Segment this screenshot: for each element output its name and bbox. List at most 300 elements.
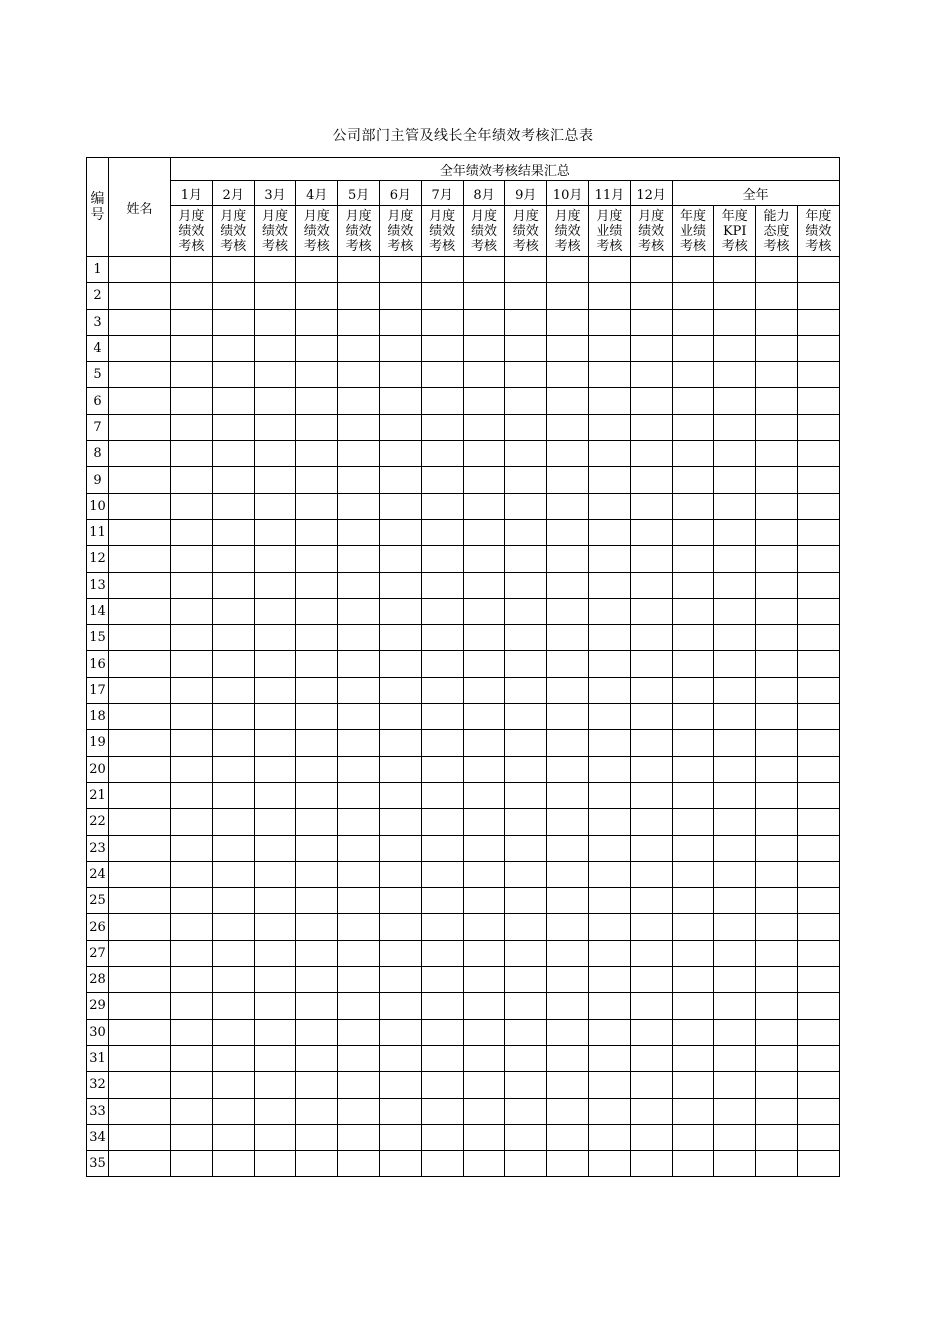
score-cell[interactable] <box>296 914 338 940</box>
score-cell[interactable] <box>797 283 839 309</box>
score-cell[interactable] <box>379 257 421 283</box>
score-cell[interactable] <box>547 309 589 335</box>
score-cell[interactable] <box>630 1151 672 1177</box>
score-cell[interactable] <box>254 335 296 361</box>
score-cell[interactable] <box>212 493 254 519</box>
score-cell[interactable] <box>588 1019 630 1045</box>
score-cell[interactable] <box>421 441 463 467</box>
score-cell[interactable] <box>212 441 254 467</box>
score-cell[interactable] <box>254 414 296 440</box>
score-cell[interactable] <box>379 914 421 940</box>
score-cell[interactable] <box>463 677 505 703</box>
score-cell[interactable] <box>714 914 756 940</box>
score-cell[interactable] <box>630 1098 672 1124</box>
score-cell[interactable] <box>463 493 505 519</box>
score-cell[interactable] <box>547 441 589 467</box>
score-cell[interactable] <box>212 572 254 598</box>
score-cell[interactable] <box>463 1045 505 1071</box>
score-cell[interactable] <box>588 467 630 493</box>
score-cell[interactable] <box>672 1019 714 1045</box>
score-cell[interactable] <box>714 782 756 808</box>
score-cell[interactable] <box>338 1098 380 1124</box>
score-cell[interactable] <box>588 782 630 808</box>
score-cell[interactable] <box>797 809 839 835</box>
score-cell[interactable] <box>171 993 213 1019</box>
score-cell[interactable] <box>379 519 421 545</box>
score-cell[interactable] <box>588 809 630 835</box>
score-cell[interactable] <box>171 362 213 388</box>
score-cell[interactable] <box>756 940 798 966</box>
score-cell[interactable] <box>714 1045 756 1071</box>
score-cell[interactable] <box>756 1019 798 1045</box>
score-cell[interactable] <box>254 1151 296 1177</box>
score-cell[interactable] <box>212 335 254 361</box>
score-cell[interactable] <box>756 1098 798 1124</box>
score-cell[interactable] <box>672 993 714 1019</box>
score-cell[interactable] <box>588 888 630 914</box>
score-cell[interactable] <box>379 572 421 598</box>
score-cell[interactable] <box>296 782 338 808</box>
score-cell[interactable] <box>463 572 505 598</box>
score-cell[interactable] <box>379 940 421 966</box>
score-cell[interactable] <box>171 309 213 335</box>
score-cell[interactable] <box>672 572 714 598</box>
score-cell[interactable] <box>547 861 589 887</box>
score-cell[interactable] <box>672 441 714 467</box>
score-cell[interactable] <box>212 809 254 835</box>
score-cell[interactable] <box>756 1045 798 1071</box>
score-cell[interactable] <box>672 519 714 545</box>
score-cell[interactable] <box>421 572 463 598</box>
score-cell[interactable] <box>588 572 630 598</box>
score-cell[interactable] <box>338 414 380 440</box>
name-cell[interactable] <box>109 362 171 388</box>
score-cell[interactable] <box>756 388 798 414</box>
score-cell[interactable] <box>547 414 589 440</box>
score-cell[interactable] <box>212 677 254 703</box>
score-cell[interactable] <box>296 598 338 624</box>
score-cell[interactable] <box>797 309 839 335</box>
score-cell[interactable] <box>421 967 463 993</box>
score-cell[interactable] <box>756 967 798 993</box>
score-cell[interactable] <box>421 309 463 335</box>
score-cell[interactable] <box>588 625 630 651</box>
score-cell[interactable] <box>714 1072 756 1098</box>
score-cell[interactable] <box>171 257 213 283</box>
score-cell[interactable] <box>338 782 380 808</box>
score-cell[interactable] <box>588 756 630 782</box>
score-cell[interactable] <box>338 283 380 309</box>
score-cell[interactable] <box>505 914 547 940</box>
score-cell[interactable] <box>714 756 756 782</box>
score-cell[interactable] <box>547 1045 589 1071</box>
score-cell[interactable] <box>505 861 547 887</box>
score-cell[interactable] <box>714 625 756 651</box>
score-cell[interactable] <box>254 730 296 756</box>
score-cell[interactable] <box>463 546 505 572</box>
score-cell[interactable] <box>379 704 421 730</box>
score-cell[interactable] <box>338 362 380 388</box>
score-cell[interactable] <box>421 257 463 283</box>
score-cell[interactable] <box>463 835 505 861</box>
score-cell[interactable] <box>756 730 798 756</box>
score-cell[interactable] <box>547 914 589 940</box>
score-cell[interactable] <box>630 414 672 440</box>
score-cell[interactable] <box>379 546 421 572</box>
score-cell[interactable] <box>171 388 213 414</box>
score-cell[interactable] <box>171 730 213 756</box>
name-cell[interactable] <box>109 914 171 940</box>
score-cell[interactable] <box>797 756 839 782</box>
score-cell[interactable] <box>338 1045 380 1071</box>
score-cell[interactable] <box>171 835 213 861</box>
score-cell[interactable] <box>212 940 254 966</box>
score-cell[interactable] <box>171 1045 213 1071</box>
score-cell[interactable] <box>379 756 421 782</box>
score-cell[interactable] <box>296 704 338 730</box>
name-cell[interactable] <box>109 861 171 887</box>
score-cell[interactable] <box>212 756 254 782</box>
score-cell[interactable] <box>296 1045 338 1071</box>
name-cell[interactable] <box>109 730 171 756</box>
score-cell[interactable] <box>547 388 589 414</box>
score-cell[interactable] <box>630 888 672 914</box>
score-cell[interactable] <box>379 414 421 440</box>
score-cell[interactable] <box>756 598 798 624</box>
score-cell[interactable] <box>171 940 213 966</box>
score-cell[interactable] <box>630 782 672 808</box>
score-cell[interactable] <box>505 1019 547 1045</box>
score-cell[interactable] <box>588 993 630 1019</box>
score-cell[interactable] <box>756 283 798 309</box>
score-cell[interactable] <box>338 861 380 887</box>
score-cell[interactable] <box>547 993 589 1019</box>
score-cell[interactable] <box>672 257 714 283</box>
score-cell[interactable] <box>421 362 463 388</box>
score-cell[interactable] <box>505 730 547 756</box>
score-cell[interactable] <box>588 257 630 283</box>
score-cell[interactable] <box>296 362 338 388</box>
name-cell[interactable] <box>109 572 171 598</box>
score-cell[interactable] <box>171 546 213 572</box>
score-cell[interactable] <box>797 1151 839 1177</box>
score-cell[interactable] <box>296 1098 338 1124</box>
score-cell[interactable] <box>714 362 756 388</box>
score-cell[interactable] <box>714 651 756 677</box>
score-cell[interactable] <box>171 967 213 993</box>
score-cell[interactable] <box>756 809 798 835</box>
score-cell[interactable] <box>338 441 380 467</box>
score-cell[interactable] <box>212 1019 254 1045</box>
score-cell[interactable] <box>714 335 756 361</box>
score-cell[interactable] <box>254 940 296 966</box>
score-cell[interactable] <box>171 283 213 309</box>
score-cell[interactable] <box>588 861 630 887</box>
score-cell[interactable] <box>379 335 421 361</box>
score-cell[interactable] <box>421 1019 463 1045</box>
score-cell[interactable] <box>588 519 630 545</box>
score-cell[interactable] <box>338 309 380 335</box>
name-cell[interactable] <box>109 651 171 677</box>
score-cell[interactable] <box>212 257 254 283</box>
score-cell[interactable] <box>714 1124 756 1150</box>
score-cell[interactable] <box>547 940 589 966</box>
score-cell[interactable] <box>254 493 296 519</box>
score-cell[interactable] <box>547 1124 589 1150</box>
score-cell[interactable] <box>379 1072 421 1098</box>
score-cell[interactable] <box>212 388 254 414</box>
score-cell[interactable] <box>756 782 798 808</box>
name-cell[interactable] <box>109 257 171 283</box>
score-cell[interactable] <box>379 888 421 914</box>
score-cell[interactable] <box>797 335 839 361</box>
score-cell[interactable] <box>296 756 338 782</box>
score-cell[interactable] <box>171 861 213 887</box>
score-cell[interactable] <box>547 809 589 835</box>
score-cell[interactable] <box>463 1124 505 1150</box>
score-cell[interactable] <box>797 993 839 1019</box>
score-cell[interactable] <box>421 756 463 782</box>
score-cell[interactable] <box>379 1045 421 1071</box>
score-cell[interactable] <box>254 835 296 861</box>
score-cell[interactable] <box>672 1072 714 1098</box>
score-cell[interactable] <box>630 283 672 309</box>
score-cell[interactable] <box>588 1151 630 1177</box>
score-cell[interactable] <box>797 362 839 388</box>
score-cell[interactable] <box>756 1124 798 1150</box>
score-cell[interactable] <box>338 546 380 572</box>
score-cell[interactable] <box>254 1072 296 1098</box>
score-cell[interactable] <box>505 1098 547 1124</box>
score-cell[interactable] <box>630 1019 672 1045</box>
score-cell[interactable] <box>421 730 463 756</box>
score-cell[interactable] <box>296 283 338 309</box>
score-cell[interactable] <box>463 388 505 414</box>
score-cell[interactable] <box>421 625 463 651</box>
score-cell[interactable] <box>714 967 756 993</box>
name-cell[interactable] <box>109 993 171 1019</box>
score-cell[interactable] <box>296 730 338 756</box>
name-cell[interactable] <box>109 1045 171 1071</box>
name-cell[interactable] <box>109 888 171 914</box>
name-cell[interactable] <box>109 546 171 572</box>
score-cell[interactable] <box>505 756 547 782</box>
score-cell[interactable] <box>630 598 672 624</box>
score-cell[interactable] <box>756 993 798 1019</box>
score-cell[interactable] <box>212 414 254 440</box>
name-cell[interactable] <box>109 1019 171 1045</box>
score-cell[interactable] <box>505 1151 547 1177</box>
score-cell[interactable] <box>756 309 798 335</box>
score-cell[interactable] <box>463 467 505 493</box>
score-cell[interactable] <box>171 519 213 545</box>
score-cell[interactable] <box>630 967 672 993</box>
score-cell[interactable] <box>171 914 213 940</box>
score-cell[interactable] <box>547 493 589 519</box>
score-cell[interactable] <box>421 835 463 861</box>
score-cell[interactable] <box>672 782 714 808</box>
score-cell[interactable] <box>254 467 296 493</box>
name-cell[interactable] <box>109 835 171 861</box>
score-cell[interactable] <box>171 598 213 624</box>
score-cell[interactable] <box>171 704 213 730</box>
score-cell[interactable] <box>672 914 714 940</box>
score-cell[interactable] <box>463 1019 505 1045</box>
score-cell[interactable] <box>630 756 672 782</box>
score-cell[interactable] <box>421 993 463 1019</box>
score-cell[interactable] <box>379 967 421 993</box>
score-cell[interactable] <box>756 493 798 519</box>
score-cell[interactable] <box>714 598 756 624</box>
score-cell[interactable] <box>379 598 421 624</box>
score-cell[interactable] <box>254 546 296 572</box>
score-cell[interactable] <box>630 441 672 467</box>
score-cell[interactable] <box>463 993 505 1019</box>
score-cell[interactable] <box>672 467 714 493</box>
score-cell[interactable] <box>630 1045 672 1071</box>
score-cell[interactable] <box>338 677 380 703</box>
score-cell[interactable] <box>379 993 421 1019</box>
score-cell[interactable] <box>588 546 630 572</box>
score-cell[interactable] <box>505 283 547 309</box>
score-cell[interactable] <box>338 914 380 940</box>
score-cell[interactable] <box>379 283 421 309</box>
name-cell[interactable] <box>109 1098 171 1124</box>
score-cell[interactable] <box>463 651 505 677</box>
name-cell[interactable] <box>109 598 171 624</box>
score-cell[interactable] <box>421 388 463 414</box>
name-cell[interactable] <box>109 940 171 966</box>
score-cell[interactable] <box>505 572 547 598</box>
score-cell[interactable] <box>212 1151 254 1177</box>
score-cell[interactable] <box>379 1019 421 1045</box>
score-cell[interactable] <box>212 546 254 572</box>
name-cell[interactable] <box>109 967 171 993</box>
score-cell[interactable] <box>421 704 463 730</box>
score-cell[interactable] <box>338 1019 380 1045</box>
score-cell[interactable] <box>421 598 463 624</box>
score-cell[interactable] <box>547 730 589 756</box>
score-cell[interactable] <box>505 467 547 493</box>
score-cell[interactable] <box>421 888 463 914</box>
score-cell[interactable] <box>171 414 213 440</box>
score-cell[interactable] <box>296 809 338 835</box>
score-cell[interactable] <box>797 730 839 756</box>
score-cell[interactable] <box>714 677 756 703</box>
score-cell[interactable] <box>421 914 463 940</box>
score-cell[interactable] <box>171 1019 213 1045</box>
score-cell[interactable] <box>379 1098 421 1124</box>
score-cell[interactable] <box>421 1045 463 1071</box>
name-cell[interactable] <box>109 388 171 414</box>
score-cell[interactable] <box>463 809 505 835</box>
score-cell[interactable] <box>463 940 505 966</box>
score-cell[interactable] <box>338 257 380 283</box>
score-cell[interactable] <box>338 493 380 519</box>
score-cell[interactable] <box>547 1072 589 1098</box>
score-cell[interactable] <box>254 1019 296 1045</box>
score-cell[interactable] <box>547 1019 589 1045</box>
score-cell[interactable] <box>797 519 839 545</box>
score-cell[interactable] <box>338 519 380 545</box>
score-cell[interactable] <box>756 441 798 467</box>
score-cell[interactable] <box>630 914 672 940</box>
score-cell[interactable] <box>630 309 672 335</box>
score-cell[interactable] <box>797 888 839 914</box>
score-cell[interactable] <box>379 441 421 467</box>
score-cell[interactable] <box>463 283 505 309</box>
score-cell[interactable] <box>505 546 547 572</box>
score-cell[interactable] <box>171 467 213 493</box>
score-cell[interactable] <box>421 782 463 808</box>
score-cell[interactable] <box>797 861 839 887</box>
score-cell[interactable] <box>756 888 798 914</box>
score-cell[interactable] <box>421 1151 463 1177</box>
score-cell[interactable] <box>588 835 630 861</box>
score-cell[interactable] <box>379 388 421 414</box>
score-cell[interactable] <box>379 651 421 677</box>
score-cell[interactable] <box>547 362 589 388</box>
score-cell[interactable] <box>254 651 296 677</box>
score-cell[interactable] <box>672 598 714 624</box>
score-cell[interactable] <box>463 730 505 756</box>
score-cell[interactable] <box>463 888 505 914</box>
score-cell[interactable] <box>212 467 254 493</box>
score-cell[interactable] <box>505 414 547 440</box>
score-cell[interactable] <box>296 677 338 703</box>
score-cell[interactable] <box>714 704 756 730</box>
score-cell[interactable] <box>505 1124 547 1150</box>
score-cell[interactable] <box>296 467 338 493</box>
score-cell[interactable] <box>672 809 714 835</box>
score-cell[interactable] <box>463 704 505 730</box>
score-cell[interactable] <box>338 1124 380 1150</box>
score-cell[interactable] <box>505 519 547 545</box>
score-cell[interactable] <box>296 257 338 283</box>
name-cell[interactable] <box>109 493 171 519</box>
score-cell[interactable] <box>672 546 714 572</box>
score-cell[interactable] <box>672 651 714 677</box>
score-cell[interactable] <box>296 414 338 440</box>
score-cell[interactable] <box>338 940 380 966</box>
score-cell[interactable] <box>421 335 463 361</box>
score-cell[interactable] <box>254 441 296 467</box>
score-cell[interactable] <box>171 625 213 651</box>
score-cell[interactable] <box>212 519 254 545</box>
score-cell[interactable] <box>171 677 213 703</box>
score-cell[interactable] <box>171 888 213 914</box>
name-cell[interactable] <box>109 283 171 309</box>
score-cell[interactable] <box>212 598 254 624</box>
score-cell[interactable] <box>797 677 839 703</box>
score-cell[interactable] <box>296 835 338 861</box>
score-cell[interactable] <box>797 493 839 519</box>
score-cell[interactable] <box>714 888 756 914</box>
score-cell[interactable] <box>756 835 798 861</box>
score-cell[interactable] <box>171 441 213 467</box>
score-cell[interactable] <box>379 493 421 519</box>
score-cell[interactable] <box>254 756 296 782</box>
score-cell[interactable] <box>714 519 756 545</box>
score-cell[interactable] <box>588 1124 630 1150</box>
score-cell[interactable] <box>212 861 254 887</box>
score-cell[interactable] <box>797 257 839 283</box>
score-cell[interactable] <box>588 388 630 414</box>
score-cell[interactable] <box>797 704 839 730</box>
score-cell[interactable] <box>212 967 254 993</box>
score-cell[interactable] <box>212 1098 254 1124</box>
score-cell[interactable] <box>505 888 547 914</box>
